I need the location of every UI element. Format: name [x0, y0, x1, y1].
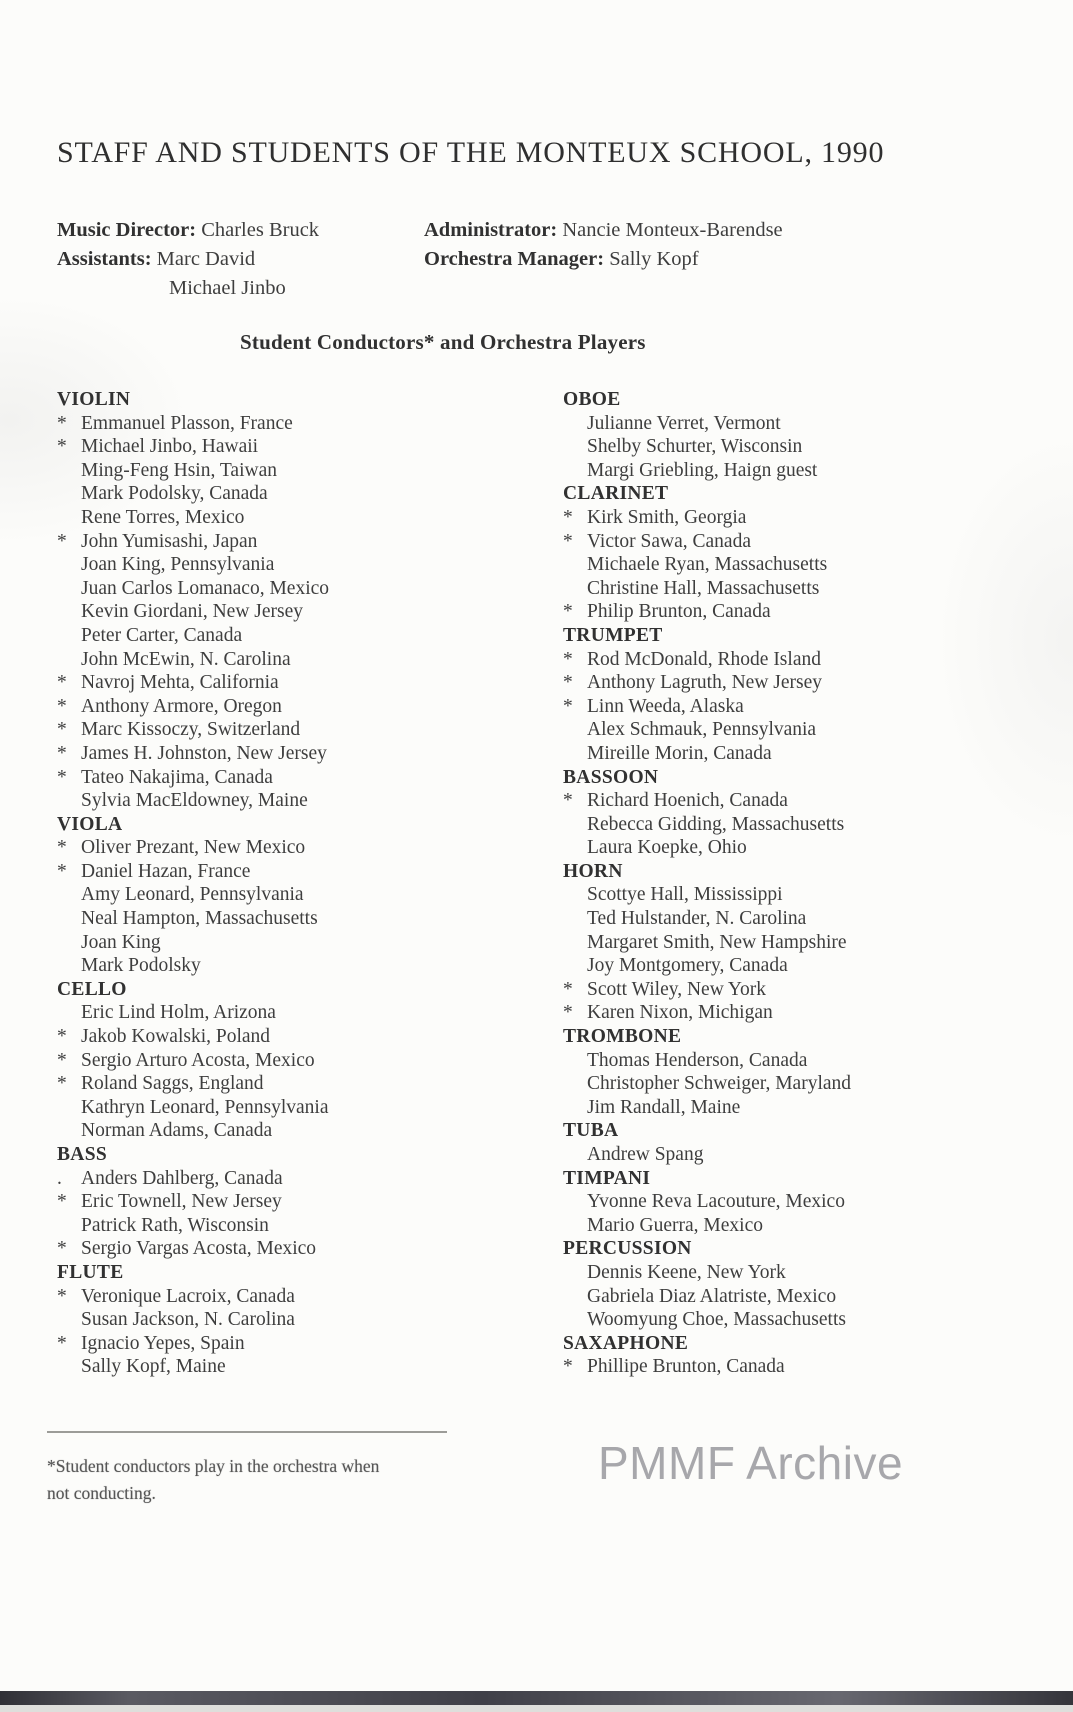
section-header-percussion: PERCUSSION — [563, 1238, 692, 1260]
conductor-marker — [563, 553, 587, 577]
page-title: STAFF AND STUDENTS OF THE MONTEUX SCHOOL, 1990 — [57, 136, 885, 169]
member-row — [57, 907, 563, 931]
member-name: Emmanuel Plasson, France — [81, 412, 293, 434]
member-name: Kevin Giordani, New Jersey — [81, 601, 304, 623]
member-row — [57, 506, 563, 530]
member-name: Eric Townell, New Jersey — [81, 1191, 282, 1213]
conductor-marker — [57, 931, 81, 955]
member-name: Mark Podolsky — [81, 955, 201, 977]
conductor-marker — [57, 1355, 81, 1379]
conductor-marker — [57, 506, 81, 530]
member-name: Sally Kopf, Maine — [81, 1356, 226, 1378]
conductor-marker — [563, 907, 587, 931]
conductor-marker — [57, 907, 81, 931]
member-name: Ted Hulstander, N. Carolina — [587, 908, 807, 930]
conductor-marker: * — [57, 837, 67, 859]
member-name: Patrick Rath, Wisconsin — [81, 1214, 269, 1236]
member-name: Anders Dahlberg, Canada — [81, 1167, 283, 1189]
conductor-marker — [563, 954, 587, 978]
member-row — [57, 530, 563, 554]
member-name: Mario Guerra, Mexico — [587, 1214, 763, 1236]
watermark: PMMF Archive — [598, 1437, 904, 1489]
conductor-marker — [563, 931, 587, 955]
member-name: Neal Hampton, Massachusetts — [81, 908, 318, 930]
member-name: Peter Carter, Canada — [81, 624, 243, 646]
conductor-marker — [563, 813, 587, 837]
conductor-marker — [563, 1214, 587, 1238]
conductor-marker: * — [563, 1002, 573, 1024]
member-row — [563, 978, 1033, 1002]
conductor-marker: . — [57, 1167, 62, 1189]
roster-column-right — [563, 388, 1033, 1379]
member-row — [57, 435, 563, 459]
conductor-marker — [563, 1261, 587, 1285]
conductor-marker — [563, 742, 587, 766]
member-row — [563, 1214, 1033, 1238]
member-name: Christine Hall, Massachusetts — [587, 577, 820, 599]
section-header-bassoon: BASSOON — [563, 766, 659, 788]
section-header-saxaphone: SAXAPHONE — [563, 1332, 689, 1354]
member-row — [57, 1025, 563, 1049]
conductor-marker — [563, 1285, 587, 1309]
staff-role-label: Administrator: — [424, 219, 563, 241]
member-row — [57, 1214, 563, 1238]
footnote-line-1: *Student conductors play in the orchestra when — [47, 1455, 380, 1476]
member-row — [563, 742, 1033, 766]
conductor-marker — [57, 1214, 81, 1238]
scan-bottom-edge — [0, 1691, 1073, 1705]
member-name: Rod McDonald, Rhode Island — [587, 648, 821, 670]
member-row — [563, 718, 1033, 742]
conductor-marker: * — [563, 672, 573, 694]
conductor-marker: * — [57, 1049, 67, 1071]
member-name: Joy Montgomery, Canada — [587, 955, 788, 977]
footnote-line-2: not conducting. — [47, 1482, 156, 1503]
member-row — [563, 648, 1033, 672]
member-row — [57, 648, 563, 672]
member-row — [57, 931, 563, 955]
conductor-marker — [57, 1308, 81, 1332]
section-header-bass: BASS — [57, 1144, 107, 1165]
member-name: Susan Jackson, N. Carolina — [81, 1309, 295, 1331]
conductor-marker: * — [563, 601, 573, 623]
member-name: Sergio Vargas Acosta, Mexico — [81, 1238, 317, 1260]
member-name: Alex Schmauk, Pennsylvania — [587, 719, 817, 741]
member-name: Marc Kissoczy, Switzerland — [81, 719, 301, 741]
staff-row — [424, 216, 1033, 245]
conductor-marker — [57, 789, 81, 813]
member-row — [57, 412, 563, 436]
section-header-oboe: OBOE — [563, 389, 621, 410]
member-name: Margaret Smith, New Hampshire — [587, 931, 847, 953]
member-row — [57, 577, 563, 601]
section-header-trumpet: TRUMPET — [563, 624, 663, 646]
conductor-marker — [57, 883, 81, 907]
member-name: John McEwin, N. Carolina — [81, 648, 291, 670]
member-row — [57, 766, 563, 790]
member-name: Joan King — [81, 931, 161, 953]
member-name: Juan Carlos Lomanaco, Mexico — [81, 577, 330, 599]
member-name: James H. Johnston, New Jersey — [81, 742, 327, 764]
member-row — [57, 789, 563, 813]
member-name: Amy Leonard, Pennsylvania — [81, 884, 304, 906]
member-row — [563, 1308, 1033, 1332]
member-name: Ignacio Yepes, Spain — [81, 1332, 245, 1354]
roster-column-left — [57, 388, 563, 1379]
member-row — [57, 624, 563, 648]
member-name: Anthony Lagruth, New Jersey — [587, 672, 823, 694]
conductor-marker — [57, 1001, 81, 1025]
staff-row — [424, 245, 1033, 274]
conductor-marker — [563, 1096, 587, 1120]
member-row — [57, 836, 563, 860]
member-row — [563, 1261, 1033, 1285]
conductor-marker — [57, 482, 81, 506]
staff-header-right — [424, 216, 1033, 303]
member-row — [563, 1072, 1033, 1096]
member-row — [563, 883, 1033, 907]
member-name: Woomyung Choe, Massachusetts — [587, 1309, 846, 1331]
member-name: Scott Wiley, New York — [587, 978, 767, 1000]
conductor-marker: * — [563, 978, 573, 1000]
member-name: Victor Sawa, Canada — [587, 530, 751, 552]
member-name: Dennis Keene, New York — [587, 1261, 786, 1283]
conductor-marker — [57, 459, 81, 483]
member-name: Jakob Kowalski, Poland — [81, 1026, 271, 1048]
member-name: Ming-Feng Hsin, Taiwan — [81, 459, 277, 481]
member-name: Richard Hoenich, Canada — [587, 790, 788, 812]
member-name: Mark Podolsky, Canada — [81, 483, 268, 505]
conductor-marker — [57, 577, 81, 601]
conductor-marker: * — [57, 1238, 67, 1260]
member-row — [57, 718, 563, 742]
section-header-tuba: TUBA — [563, 1120, 619, 1142]
staff-row — [57, 216, 424, 245]
member-name: Eric Lind Holm, Arizona — [81, 1002, 276, 1024]
conductor-marker — [57, 954, 81, 978]
conductor-marker — [57, 600, 81, 624]
member-name: Gabriela Diaz Alatriste, Mexico — [587, 1285, 837, 1307]
staff-person-name: Michael Jinbo — [169, 277, 286, 299]
conductor-marker: * — [57, 719, 67, 741]
member-name: Thomas Henderson, Canada — [587, 1049, 808, 1071]
conductor-marker — [57, 624, 81, 648]
conductor-marker: * — [57, 742, 67, 764]
staff-row — [57, 245, 424, 274]
section-header-flute: FLUTE — [57, 1261, 124, 1283]
member-name: Philip Brunton, Canada — [587, 601, 771, 623]
member-name: Andrew Spang — [587, 1144, 704, 1165]
member-name: Margi Griebling, Haign guest — [587, 459, 818, 481]
staff-person-name: Nancie Monteux-Barendse — [562, 219, 783, 241]
member-row — [57, 1049, 563, 1073]
member-row — [563, 1143, 1033, 1167]
member-name: Michaele Ryan, Massachusetts — [587, 554, 828, 576]
member-name: Sergio Arturo Acosta, Mexico — [81, 1049, 315, 1071]
member-name: John Yumisashi, Japan — [81, 530, 258, 552]
member-name: Kirk Smith, Georgia — [587, 506, 747, 528]
member-row — [57, 695, 563, 719]
conductor-marker: * — [563, 530, 573, 552]
member-row — [57, 553, 563, 577]
member-row — [57, 860, 563, 884]
member-row — [57, 883, 563, 907]
conductor-marker — [563, 883, 587, 907]
conductor-marker: * — [57, 1191, 67, 1213]
conductor-marker: * — [57, 436, 67, 458]
conductor-marker: * — [57, 1026, 67, 1048]
member-row — [563, 1049, 1033, 1073]
conductor-marker: * — [563, 790, 573, 812]
staff-role-label: Music Director: — [57, 219, 202, 241]
section-header-cello: CELLO — [57, 978, 127, 1000]
conductor-marker: * — [57, 860, 67, 882]
member-name: Michael Jinbo, Hawaii — [81, 436, 259, 458]
member-row — [57, 1285, 563, 1309]
member-name: Rene Torres, Mexico — [81, 506, 245, 528]
member-row — [563, 836, 1033, 860]
member-row — [57, 482, 563, 506]
member-name: Yvonne Reva Lacouture, Mexico — [587, 1191, 845, 1213]
conductor-marker: * — [57, 672, 67, 694]
conductor-marker — [563, 718, 587, 742]
member-row — [57, 1167, 563, 1191]
conductor-marker — [57, 1119, 81, 1143]
member-name: Sylvia MacEldowney, Maine — [81, 790, 308, 812]
member-row — [563, 1001, 1033, 1025]
member-row — [57, 1001, 563, 1025]
conductor-marker: * — [57, 412, 67, 434]
conductor-marker — [563, 1049, 587, 1073]
member-row — [563, 600, 1033, 624]
member-row — [57, 1072, 563, 1096]
member-name: Tateo Nakajima, Canada — [81, 766, 273, 788]
conductor-marker: * — [57, 530, 67, 552]
conductor-marker: * — [57, 766, 67, 788]
member-name: Scottye Hall, Mississippi — [587, 884, 783, 906]
conductor-marker — [563, 1072, 587, 1096]
member-row — [57, 600, 563, 624]
section-header-clarinet: CLARINET — [563, 483, 669, 505]
conductor-marker — [57, 648, 81, 672]
staff-role-label: Assistants: — [57, 248, 157, 270]
conductor-marker: * — [563, 1356, 573, 1378]
member-name: Roland Saggs, England — [81, 1073, 264, 1095]
member-row — [563, 789, 1033, 813]
member-name: Mireille Morin, Canada — [587, 742, 772, 764]
member-name: Norman Adams, Canada — [81, 1120, 273, 1142]
section-header-trombone: TROMBONE — [563, 1026, 682, 1048]
member-name: Rebecca Gidding, Massachusetts — [587, 813, 845, 835]
member-row — [563, 459, 1033, 483]
conductor-marker — [563, 459, 587, 483]
member-row — [563, 577, 1033, 601]
conductor-marker — [563, 1190, 587, 1214]
member-row — [563, 1190, 1033, 1214]
member-row — [57, 954, 563, 978]
member-name: Linn Weeda, Alaska — [587, 695, 744, 717]
roster — [57, 388, 1033, 1379]
staff-role-label: Orchestra Manager: — [424, 248, 610, 270]
member-row — [57, 742, 563, 766]
member-row — [563, 813, 1033, 837]
member-name: Kathryn Leonard, Pennsylvania — [81, 1096, 329, 1118]
section-header-viola: VIOLA — [57, 813, 123, 835]
conductor-marker — [563, 836, 587, 860]
member-row — [563, 435, 1033, 459]
member-name: Veronique Lacroix, Canada — [81, 1285, 295, 1307]
footnote-divider — [47, 1431, 447, 1433]
member-row — [563, 931, 1033, 955]
staff-person-name: Marc David — [156, 248, 256, 270]
conductor-marker — [563, 1143, 587, 1167]
member-name: Julianne Verret, Vermont — [587, 412, 781, 434]
section-header-violin: VIOLIN — [57, 389, 131, 410]
staff-header-left — [57, 216, 424, 303]
member-row — [563, 954, 1033, 978]
conductor-marker: * — [57, 695, 67, 717]
member-row — [563, 695, 1033, 719]
member-row — [563, 412, 1033, 436]
staff-header — [57, 216, 1033, 303]
conductor-marker: * — [57, 1073, 67, 1095]
member-name: Christopher Schweiger, Maryland — [587, 1073, 852, 1095]
member-row — [57, 1096, 563, 1120]
scan-bottom-margin — [0, 1705, 1073, 1712]
conductor-marker — [563, 412, 587, 436]
conductor-marker — [57, 1096, 81, 1120]
member-name: Joan King, Pennsylvania — [81, 554, 275, 576]
conductor-marker — [57, 553, 81, 577]
member-name: Anthony Armore, Oregon — [81, 695, 282, 717]
member-row — [563, 1096, 1033, 1120]
member-row — [57, 1119, 563, 1143]
conductor-marker — [563, 435, 587, 459]
section-header-horn: HORN — [563, 860, 623, 882]
subtitle: Student Conductors* and Orchestra Players — [240, 330, 646, 354]
member-name: Oliver Prezant, New Mexico — [81, 837, 306, 859]
conductor-marker — [563, 1308, 587, 1332]
member-name: Karen Nixon, Michigan — [587, 1002, 773, 1024]
member-row — [57, 1190, 563, 1214]
member-row — [563, 1285, 1033, 1309]
member-name: Navroj Mehta, California — [81, 672, 279, 694]
member-row — [563, 506, 1033, 530]
member-row — [563, 1355, 1033, 1379]
conductor-marker: * — [563, 648, 573, 670]
section-header-timpani: TIMPANI — [563, 1167, 651, 1189]
conductor-marker: * — [57, 1332, 67, 1354]
member-row — [563, 530, 1033, 554]
member-row — [57, 1237, 563, 1261]
member-row — [57, 459, 563, 483]
member-name: Phillipe Brunton, Canada — [587, 1356, 785, 1378]
member-row — [57, 671, 563, 695]
member-name: Shelby Schurter, Wisconsin — [587, 436, 803, 458]
conductor-marker — [563, 577, 587, 601]
member-row — [563, 671, 1033, 695]
conductor-marker: * — [563, 506, 573, 528]
conductor-marker: * — [57, 1285, 67, 1307]
member-row — [57, 1332, 563, 1356]
member-row — [563, 553, 1033, 577]
staff-person-name: Charles Bruck — [201, 219, 320, 241]
staff-person-name: Sally Kopf — [609, 248, 699, 270]
member-name: Laura Koepke, Ohio — [587, 837, 747, 859]
member-row — [57, 1355, 563, 1379]
staff-row — [57, 274, 424, 303]
conductor-marker: * — [563, 695, 573, 717]
member-name: Daniel Hazan, France — [81, 860, 251, 882]
member-name: Jim Randall, Maine — [587, 1096, 741, 1118]
member-row — [563, 907, 1033, 931]
member-row — [57, 1308, 563, 1332]
